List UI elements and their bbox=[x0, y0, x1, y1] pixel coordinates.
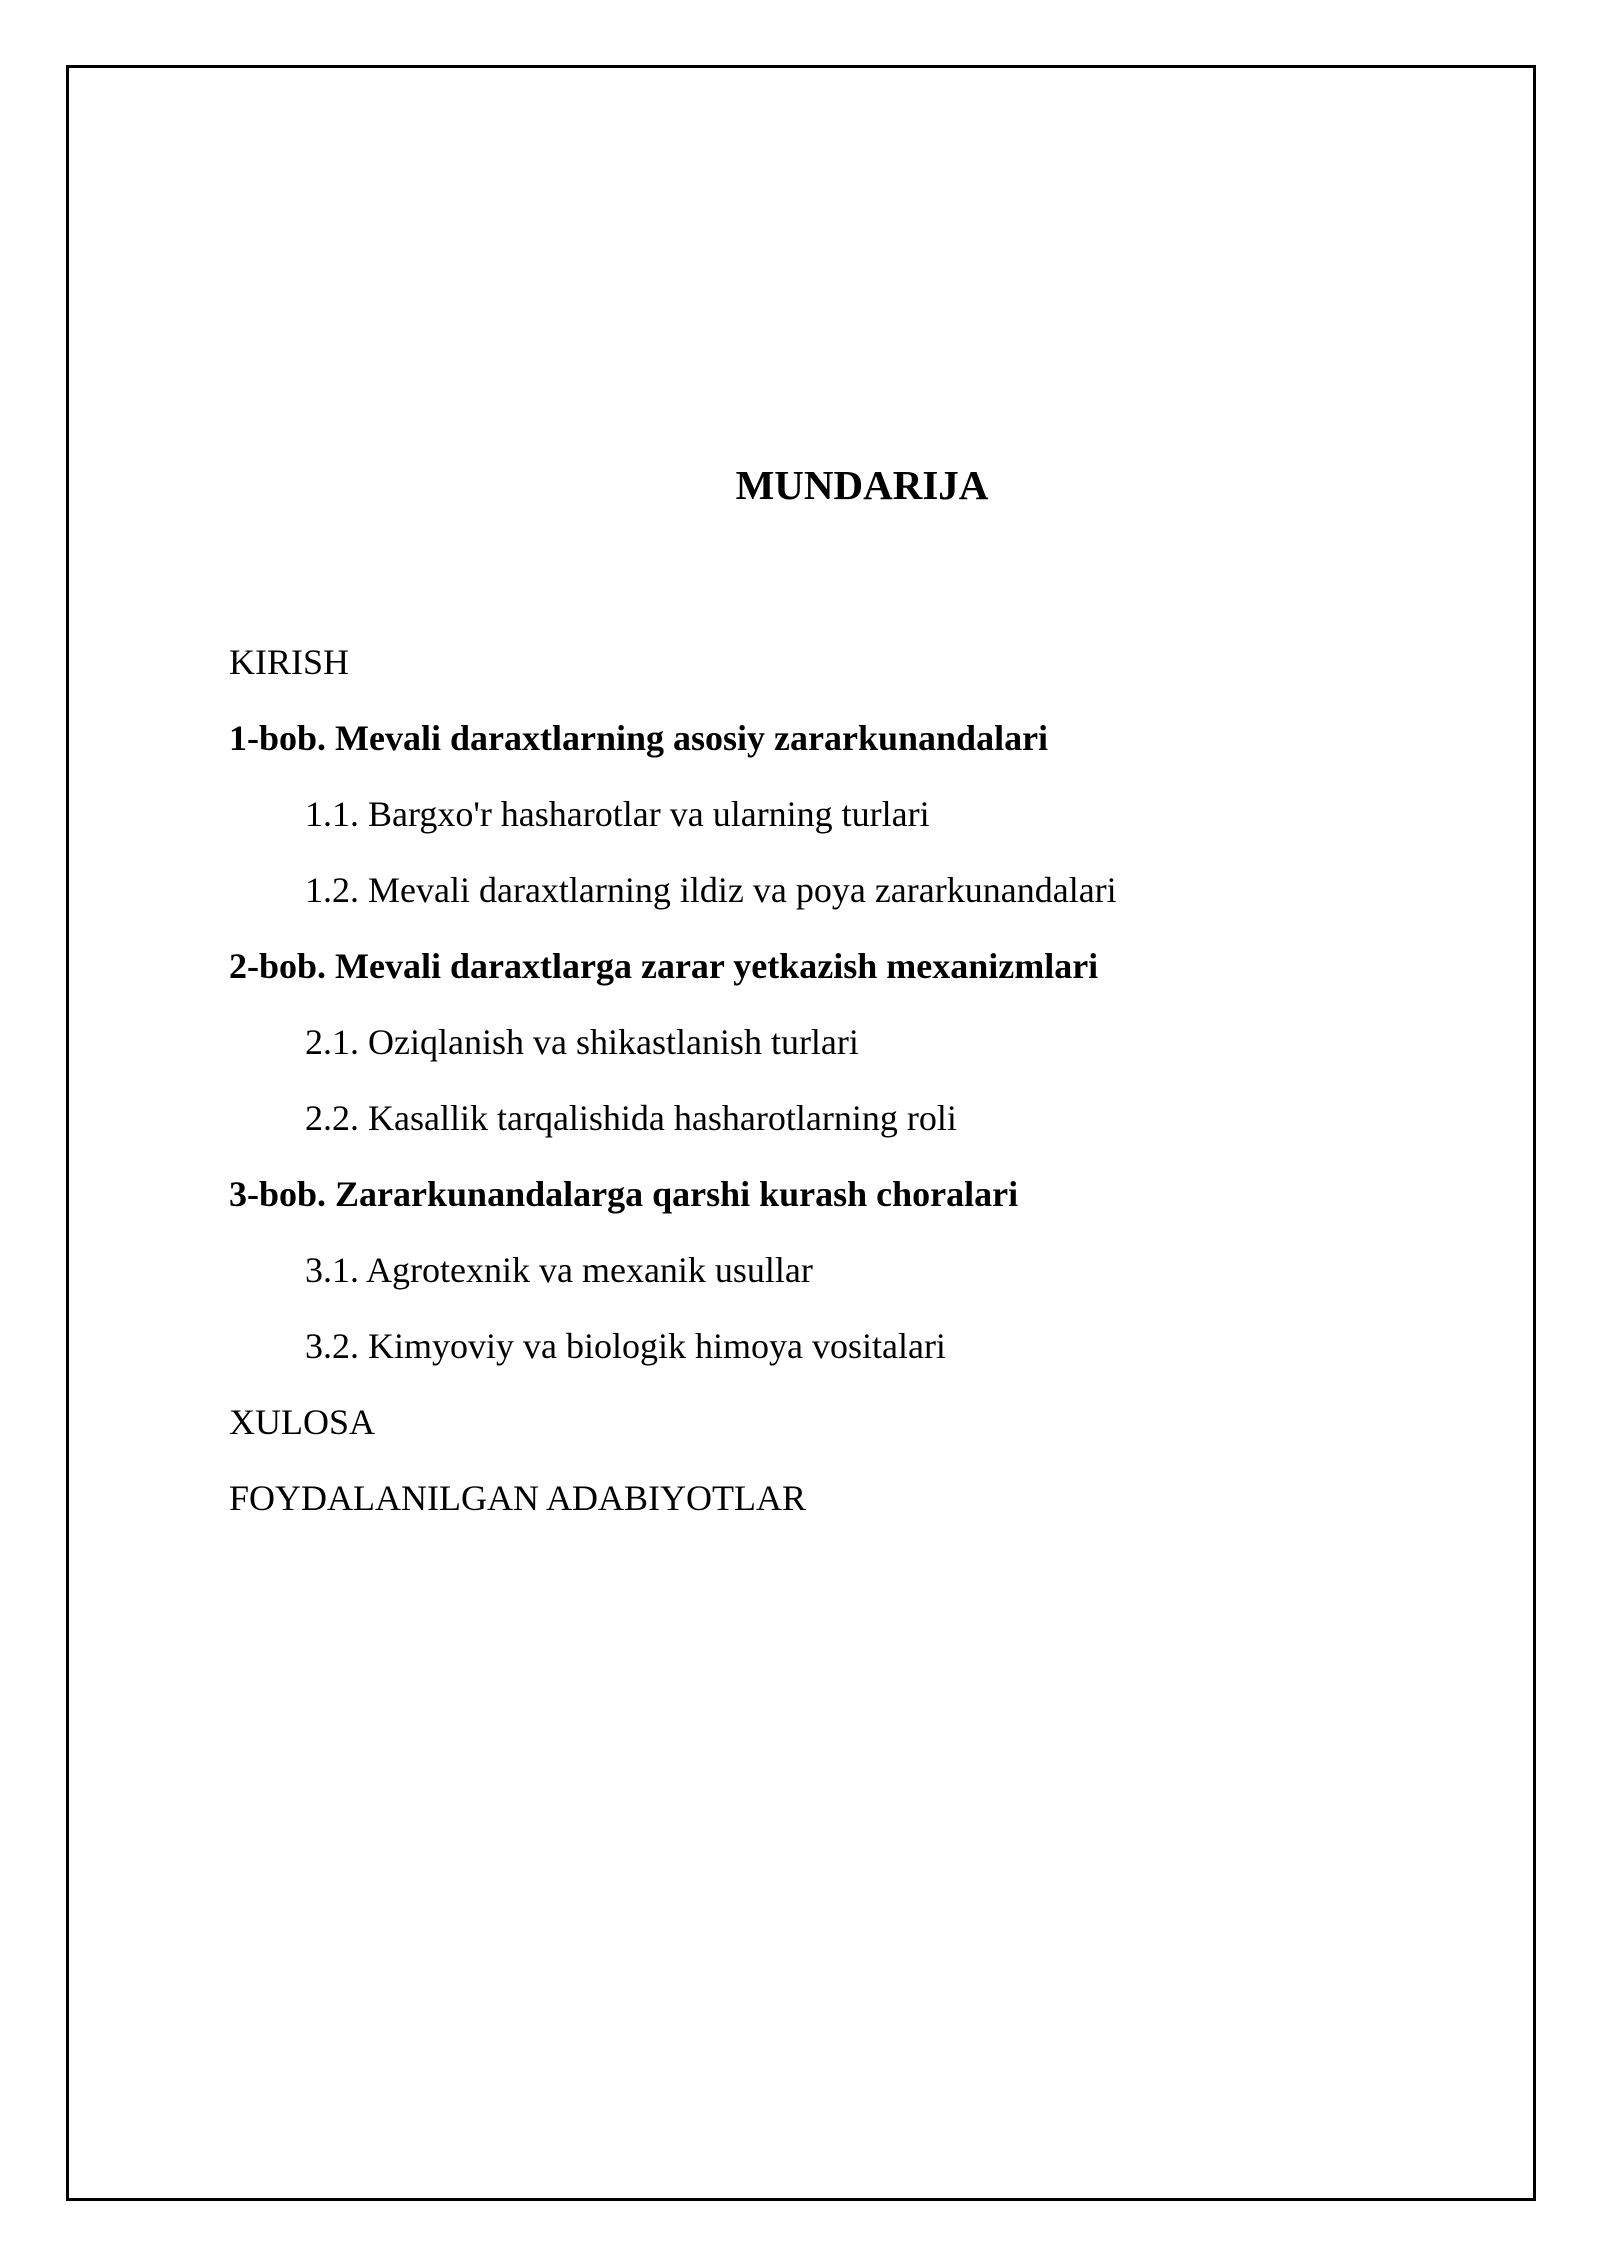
toc-title: MUNDARIJA bbox=[735, 462, 989, 508]
toc-entry-section-3-1: 3.1. Agrotexnik va mexanik usullar bbox=[305, 1250, 813, 1290]
toc-entry-introduction: KIRISH bbox=[229, 642, 350, 682]
toc-entry-section-2-1: 2.1. Oziqlanish va shikastlanish turlari bbox=[305, 1022, 859, 1062]
toc-entry-section-3-2: 3.2. Kimyoviy va biologik himoya vositalari bbox=[305, 1326, 946, 1366]
toc-entry-chapter-2: 2-bob. Mevali daraxtlarga zarar yetkazish mexanizmlari bbox=[229, 946, 1099, 986]
table-of-contents bbox=[229, 641, 1117, 1553]
toc-entry-section-2-2: 2.2. Kasallik tarqalishida hasharotlarning roli bbox=[305, 1098, 957, 1138]
toc-entry-chapter-1: 1-bob. Mevali daraxtlarning asosiy zararkunandalari bbox=[229, 718, 1049, 758]
toc-entry-section-1-2: 1.2. Mevali daraxtlarning ildiz va poya zararkunandalari bbox=[305, 870, 1117, 910]
toc-entry-section-1-1: 1.1. Bargxo'r hasharotlar va ularning turlari bbox=[305, 794, 930, 834]
toc-entry-references: FOYDALANILGAN ADABIYOTLAR bbox=[229, 1478, 806, 1518]
toc-entry-chapter-3: 3-bob. Zararkunandalarga qarshi kurash choralari bbox=[229, 1174, 1019, 1214]
toc-entry-conclusion: XULOSA bbox=[229, 1402, 376, 1442]
